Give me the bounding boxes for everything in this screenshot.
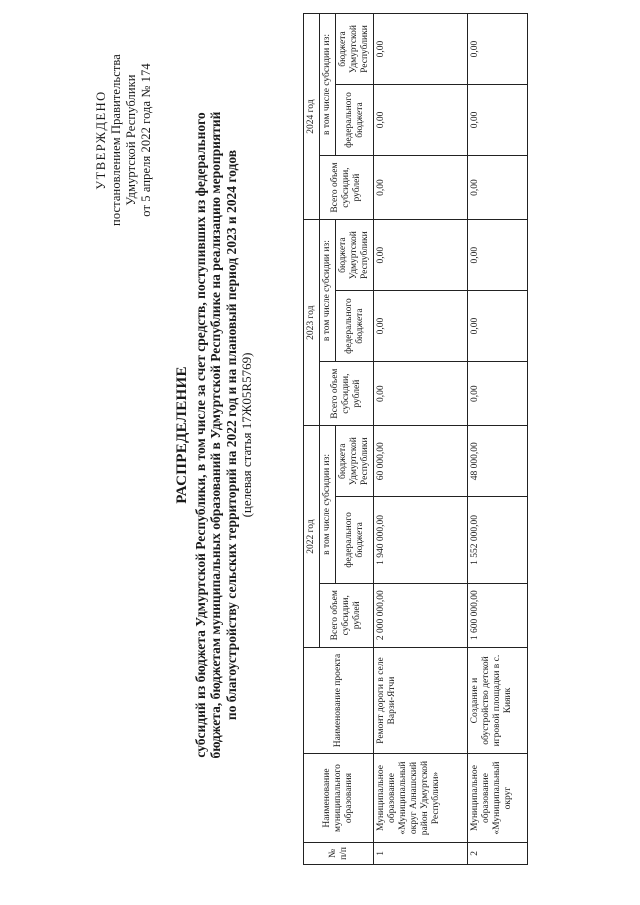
subsidy-table-wrapper: [303, 13, 528, 865]
header-municipality: Наименование муниципального образования: [304, 754, 374, 843]
header-num: № п/п: [304, 842, 374, 864]
cell-municipality: Муниципальное образование «Муниципальный округ: [468, 754, 528, 843]
cell-2022-total: 1 600 000,00: [468, 583, 528, 647]
target-article-code: (целевая статья 17Ж05R5769): [239, 352, 254, 518]
cell-2024-total: 0,00: [374, 155, 468, 219]
header-including-2022: в том числе субсидии из:: [320, 426, 336, 583]
header-year-2023: 2023 год: [304, 220, 320, 426]
approval-line-1: постановлением Правительства: [109, 54, 123, 226]
header-including-2023: в том числе субсидии из:: [320, 220, 336, 362]
cell-2022-federal: 1 940 000,00: [374, 497, 468, 583]
document-heading: РАСПРЕДЕЛЕНИЕ: [174, 366, 190, 504]
cell-project: Ремонт дороги в селе Варзи-Ятчи: [374, 647, 468, 753]
header-total-2023: Всего объем субсидии, рублей: [320, 362, 374, 426]
header-year-2024: 2024 год: [304, 14, 320, 220]
cell-2023-total: 0,00: [468, 362, 528, 426]
cell-2023-regional: 0,00: [468, 220, 528, 291]
cell-2023-total: 0,00: [374, 362, 468, 426]
cell-num: 2: [468, 842, 528, 864]
cell-2023-federal: 0,00: [468, 291, 528, 362]
cell-project: Создание и обустройство детской игровой площадки в с. Кияик: [468, 647, 528, 753]
cell-2024-federal: 0,00: [468, 85, 528, 156]
header-regional-2023: бюджета Удмуртской Республики: [336, 220, 374, 291]
cell-2023-federal: 0,00: [374, 291, 468, 362]
cell-2022-federal: 1 552 000,00: [468, 497, 528, 583]
cell-num: 1: [374, 842, 468, 864]
header-total-2024: Всего объем субсидии, рублей: [320, 155, 374, 219]
cell-2024-regional: 0,00: [468, 14, 528, 85]
header-regional-2022: бюджета Удмуртской Республики: [336, 426, 374, 497]
title-line-1: субсидий из бюджета Удмуртской Республики, в том числе за счет средств, поступивших из федерального: [192, 112, 208, 758]
header-regional-2024: бюджета Удмуртской Республики: [336, 14, 374, 85]
approval-line-3: от 5 апреля 2022 года № 174: [139, 63, 153, 217]
cell-2023-regional: 0,00: [374, 220, 468, 291]
subsidy-distribution-table: [303, 13, 528, 865]
table-row: [374, 14, 468, 865]
title-line-3: по благоустройству сельских территорий на 2022 год и на плановый период 2023 и 2024 годов: [223, 149, 239, 721]
header-federal-2022: федерального бюджета: [336, 497, 374, 583]
table-row: [468, 14, 528, 865]
header-project: Наименование проекта: [304, 647, 374, 753]
header-federal-2023: федерального бюджета: [336, 291, 374, 362]
header-year-2022: 2022 год: [304, 426, 320, 648]
approval-line-2: Удмуртской Республики: [124, 74, 138, 206]
header-total-2022: Всего объем субсидии, рублей: [320, 583, 374, 647]
cell-municipality: Муниципальное образование «Муниципальный округ Алнашский район Удмуртской Республики»: [374, 754, 468, 843]
header-including-2024: в том числе субсидии из:: [320, 14, 336, 156]
cell-2022-regional: 48 000,00: [468, 426, 528, 497]
cell-2024-total: 0,00: [468, 155, 528, 219]
cell-2024-federal: 0,00: [374, 85, 468, 156]
cell-2024-regional: 0,00: [374, 14, 468, 85]
title-line-2: бюджета, бюджетам муниципальных образований в Удмуртской Республике на реализацию мероприятий: [208, 111, 223, 759]
header-row-years: [304, 14, 320, 865]
approval-stamp: УТВЕРЖДЕНО: [94, 90, 108, 190]
approval-block: [94, 30, 154, 250]
header-federal-2024: федерального бюджета: [336, 85, 374, 156]
cell-2022-regional: 60 000,00: [374, 426, 468, 497]
document-title-block: [175, 75, 255, 795]
cell-2022-total: 2 000 000,00: [374, 583, 468, 647]
